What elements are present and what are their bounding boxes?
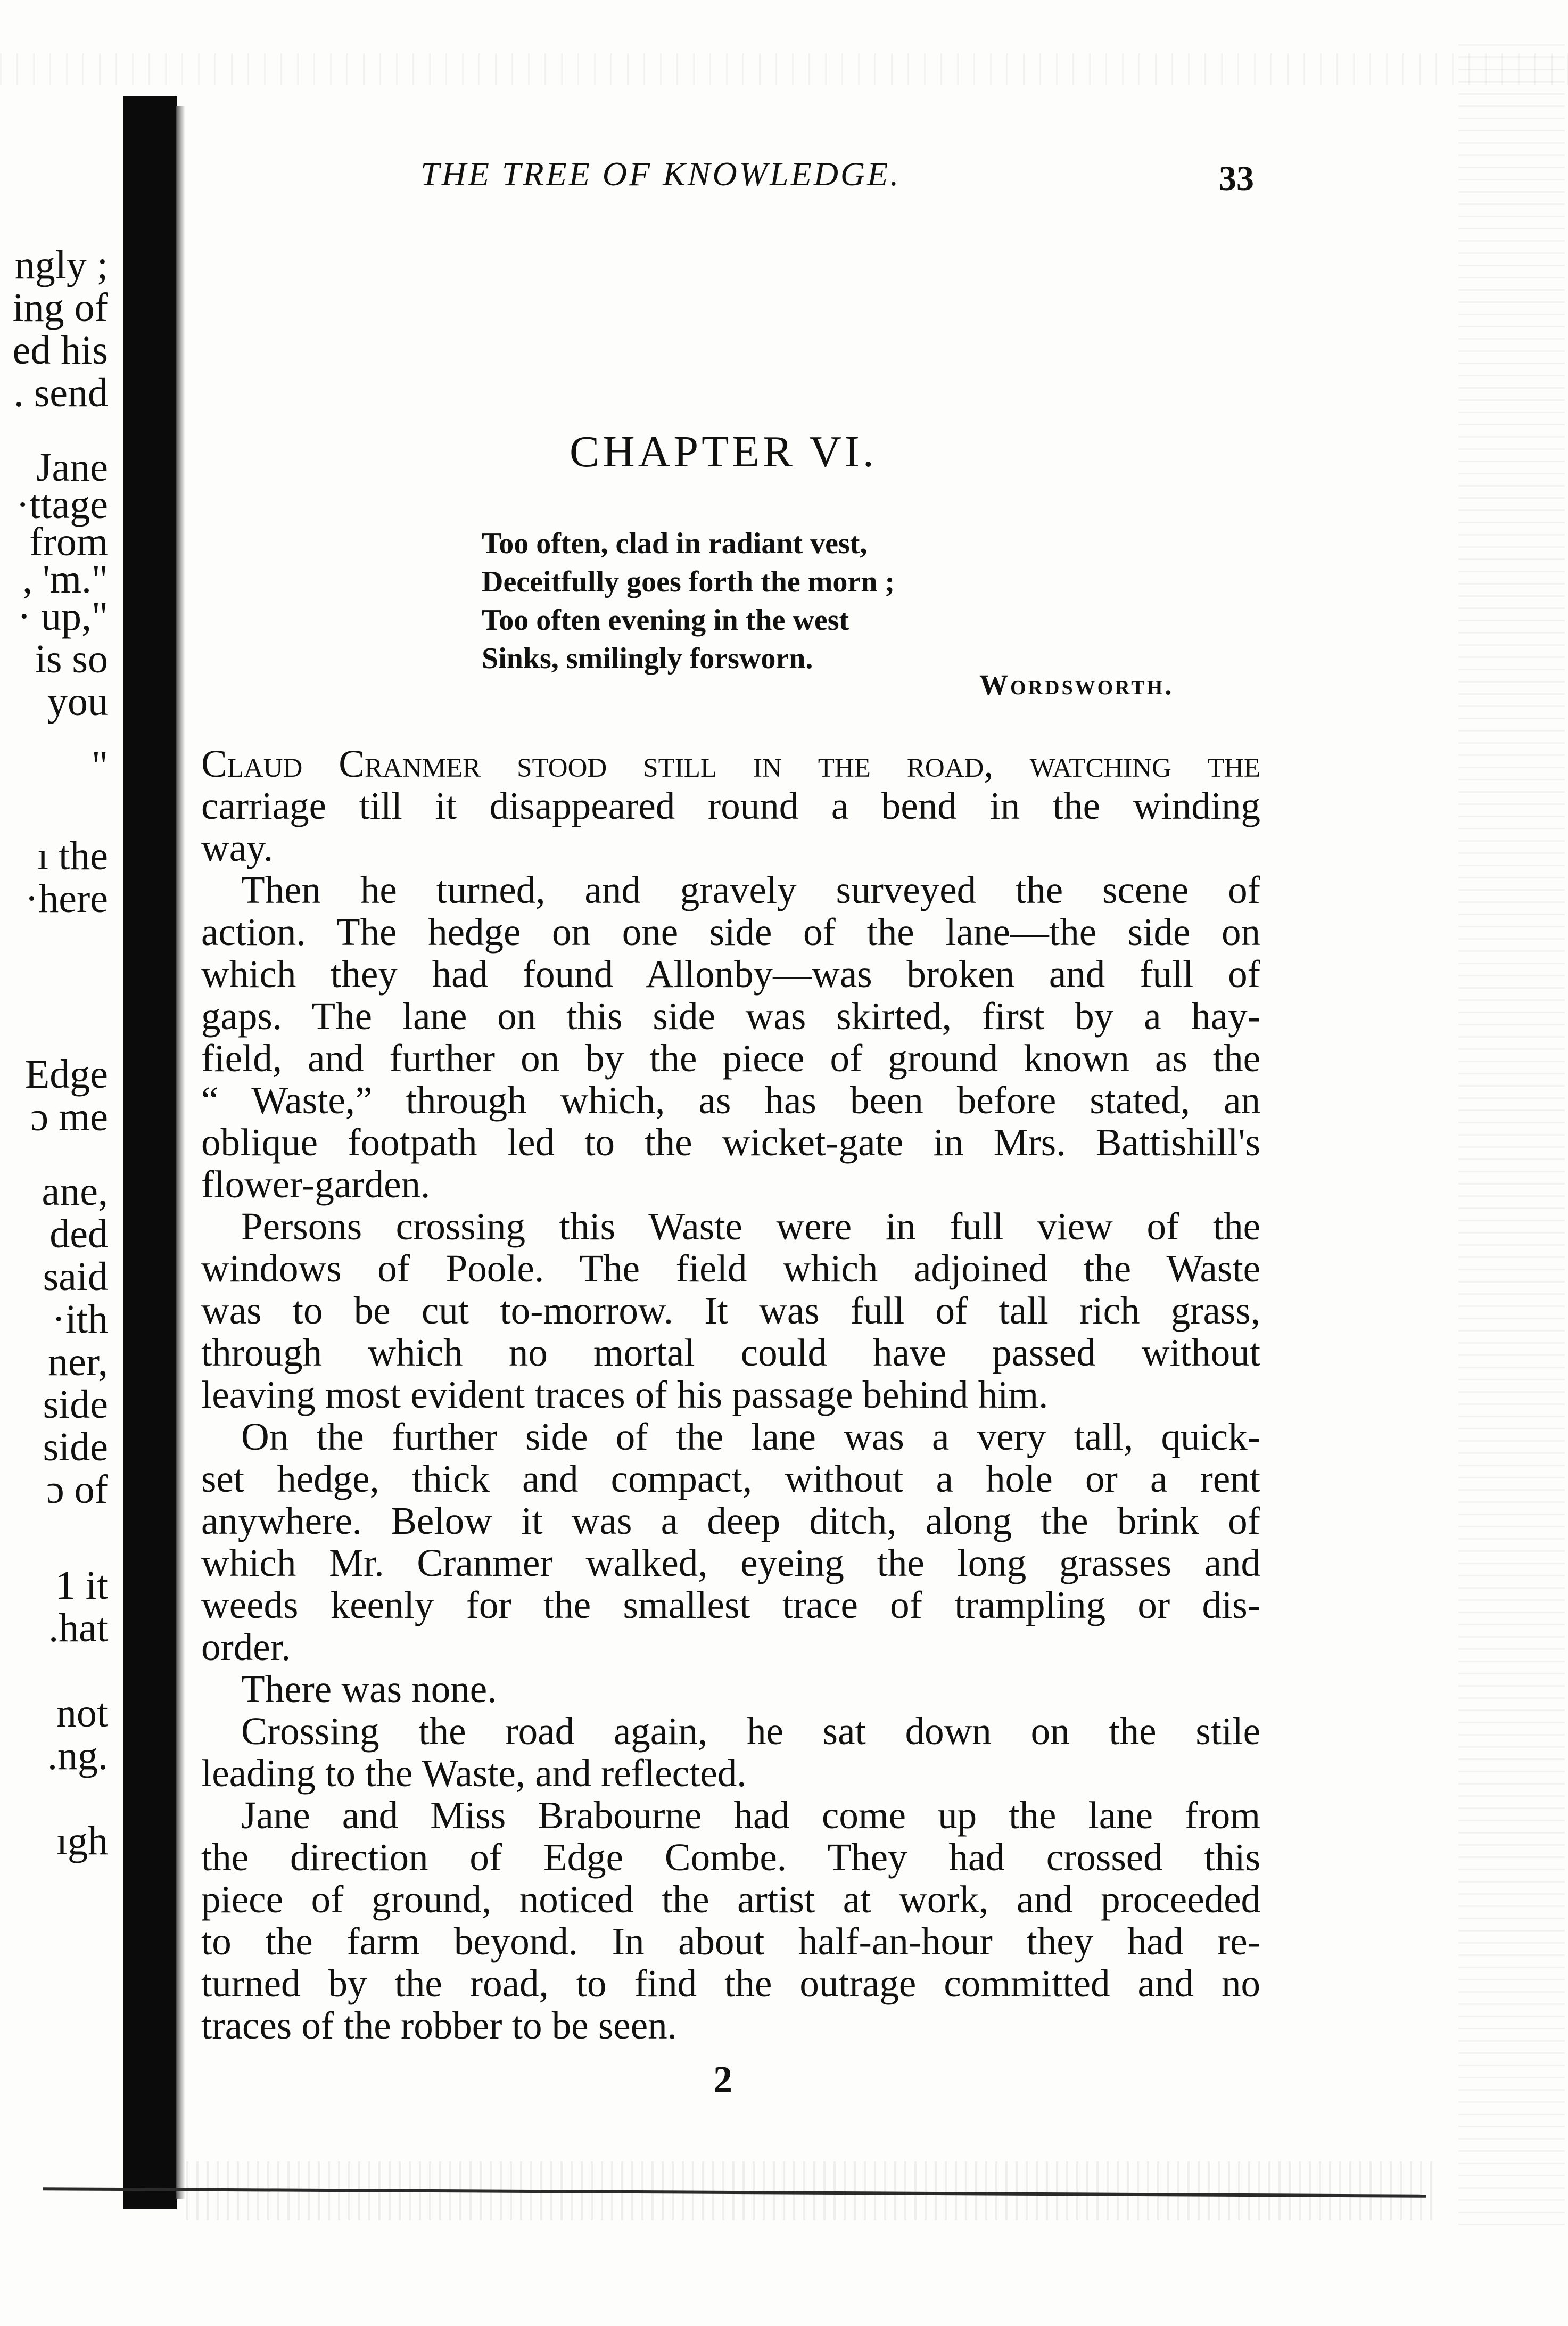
fragment-line: ɔ me: [30, 1095, 108, 1139]
text-line: action. The hedge on one side of the lane—the side on: [201, 910, 1260, 954]
signature-mark: 2: [713, 2058, 732, 2101]
fragment-line: ·ttage: [15, 482, 108, 527]
text-line: weeds keenly for the smallest trace of trampling or dis-: [201, 1583, 1260, 1626]
fragment-line: . send: [13, 371, 108, 415]
text-line: Claud Cranmer stood still in the road, watching the: [201, 742, 1260, 785]
text-line: which Mr. Cranmer walked, eyeing the long grasses and: [201, 1541, 1260, 1584]
fragment-line: , 'm.": [22, 557, 108, 602]
text-line: traces of the robber to be seen.: [201, 2004, 677, 2047]
text-line: set hedge, thick and compact, without a hole or a rent: [201, 1457, 1260, 1500]
text-line: gaps. The lane on this side was skirted, first by a hay-: [201, 994, 1260, 1038]
fragment-line: .ng.: [47, 1733, 108, 1778]
text-line: which they had found Allonby—was broken and full of: [201, 952, 1260, 996]
epigraph-line: Too often, clad in radiant vest,: [482, 527, 868, 560]
text-line: leading to the Waste, and reflected.: [201, 1752, 747, 1795]
fragment-line: ing of: [12, 285, 108, 330]
text-line: leaving most evident traces of his passage behind him.: [201, 1373, 1049, 1416]
text-line: anywhere. Below it was a deep ditch, along the brink of: [201, 1499, 1260, 1542]
fragment-line: Edge: [24, 1052, 108, 1097]
fragment-line: ": [91, 743, 108, 788]
fragment-line: ɔ of: [46, 1467, 108, 1512]
fragment-line: said: [43, 1254, 108, 1299]
epigraph-attribution: Wordsworth.: [979, 669, 1174, 701]
text-line: through which no mortal could have passed without: [201, 1331, 1260, 1374]
fragment-line: not: [56, 1691, 108, 1736]
text-line: Crossing the road again, he sat down on the stile: [241, 1709, 1260, 1753]
facing-page-fragment: [0, 245, 114, 1949]
fragment-line: side: [43, 1382, 108, 1427]
chapter-title: CHAPTER VI.: [570, 427, 877, 476]
epigraph: [482, 524, 895, 678]
fragment-line: from: [29, 520, 108, 564]
text-line: was to be cut to-morrow. It was full of tall rich grass,: [201, 1289, 1260, 1332]
text-line: turned by the road, to find the outrage committed and no: [201, 1962, 1260, 2005]
text-line: Jane and Miss Brabourne had come up the lane from: [241, 1794, 1260, 1837]
fragment-line: ed his: [12, 328, 108, 373]
text-line: piece of ground, noticed the artist at work, and proceeded: [201, 1878, 1260, 1921]
body-text: [201, 743, 1260, 2046]
text-line: On the further side of the lane was a very tall, quick-: [241, 1415, 1260, 1458]
fragment-line: .hat: [48, 1606, 108, 1650]
text-line: Persons crossing this Waste were in full view of the: [241, 1205, 1260, 1248]
fragment-line: 1 it: [55, 1563, 108, 1608]
fragment-line: is so: [35, 637, 108, 681]
fragment-line: ·here: [24, 876, 108, 921]
fragment-line: · up,": [17, 594, 108, 639]
text-line: the direction of Edge Combe. They had crossed this: [201, 1836, 1260, 1879]
scan-noise-right: [1458, 43, 1565, 2225]
text-line: field, and further on by the piece of ground known as the: [201, 1037, 1260, 1080]
fragment-line: you: [47, 679, 108, 724]
fragment-line: ıgh: [56, 1819, 108, 1863]
fragment-line: ı the: [37, 834, 108, 878]
fragment-line: ·ith: [52, 1297, 108, 1342]
fragment-line: ane,: [42, 1169, 108, 1214]
fragment-line: Jane: [36, 445, 108, 490]
gutter-shadow: [176, 106, 185, 2199]
fragment-line: ngly ;: [14, 245, 108, 287]
epigraph-line: Sinks, smilingly forsworn.: [482, 642, 813, 675]
text-line: carriage till it disappeared round a bend in the winding: [201, 784, 1260, 827]
book-gutter: [123, 96, 177, 2209]
text-line: There was none.: [241, 1667, 497, 1711]
text-line: flower-garden.: [201, 1163, 431, 1206]
text-line: Then he turned, and gravely surveyed the scene of: [241, 868, 1260, 911]
fragment-line: ner,: [48, 1339, 108, 1384]
text-line: “ Waste,” through which, as has been before stated, an: [201, 1079, 1260, 1122]
fragment-line: side: [43, 1425, 108, 1469]
text-line: order.: [201, 1625, 291, 1669]
epigraph-line: Deceitfully goes forth the morn ;: [482, 565, 895, 598]
running-head: THE TREE OF KNOWLEDGE.: [420, 155, 901, 193]
text-line: way.: [201, 826, 274, 869]
scan-noise-top: [0, 53, 1568, 85]
fragment-line: ded: [49, 1212, 108, 1256]
page-number: 33: [1219, 159, 1254, 198]
epigraph-line: Too often evening in the west: [482, 604, 849, 637]
text-line: to the farm beyond. In about half-an-hour they had re-: [201, 1920, 1260, 1963]
text-line: windows of Poole. The field which adjoined the Waste: [201, 1247, 1260, 1290]
text-line: oblique footpath led to the wicket-gate in Mrs. Battishill's: [201, 1121, 1260, 1164]
